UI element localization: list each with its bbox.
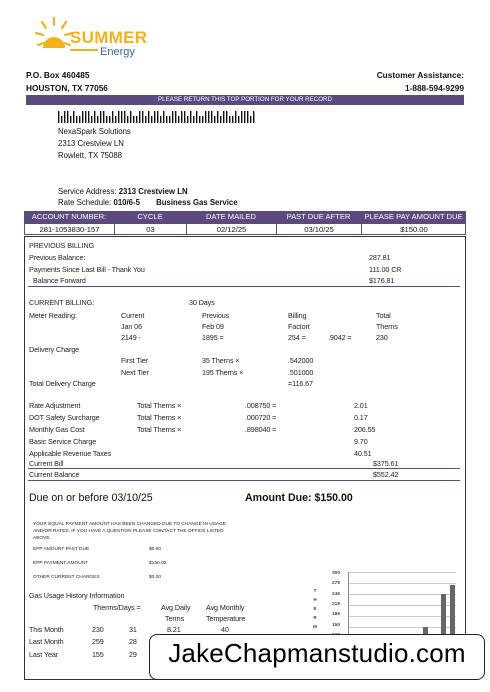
assist-phone: 1-888-594-9299 [404, 83, 464, 93]
this-month-avg: 8.21 [167, 625, 181, 634]
barcode-bar [142, 111, 143, 123]
barcode-bar [241, 111, 242, 123]
pay-amount-header: PLEASE PAY AMOUNT DUE [364, 212, 463, 221]
po-box: P.O. Box 460485 [26, 70, 90, 80]
barcode-bar [112, 111, 113, 123]
past-due-value: 03/10/25 [277, 224, 362, 235]
watermark-text: JakeChapmanstudio.com [168, 638, 466, 668]
customer-street: 2313 Crestview LN [58, 139, 124, 148]
pay-amount-value: $150.00 [400, 225, 428, 234]
barcode-bar [85, 111, 86, 123]
this-month-days: 31 [129, 625, 137, 634]
basic-service-value: 9.70 [354, 437, 368, 446]
barcode-bar [157, 111, 158, 123]
barcode-bar [145, 116, 146, 123]
previous-balance-label: Previous Balance: [29, 253, 86, 262]
barcode-bar [232, 116, 233, 123]
barcode-bar [187, 116, 188, 123]
barcode-bar [109, 116, 110, 123]
postal-barcode [58, 111, 258, 123]
barcode-bar [235, 111, 236, 123]
barcode-bar [202, 116, 203, 123]
first-tier-rate: .542000 [288, 356, 314, 365]
chart-gridline [349, 594, 456, 595]
last-year-label: Last Year [29, 650, 59, 659]
barcode-bar [199, 116, 200, 123]
barcode-bar [211, 111, 212, 123]
amount-due: Amount Due: $150.00 [245, 492, 353, 504]
this-month-therms: 230 [92, 625, 104, 634]
barcode-bar [214, 116, 215, 123]
barcode-bar [223, 111, 224, 123]
chart-gridline [349, 616, 456, 617]
chart-gridline [349, 627, 456, 628]
total-read: 230 [376, 333, 388, 342]
barcode-bar [97, 116, 98, 123]
chart-tick-label: 186 [332, 612, 341, 618]
first-tier-therms: 35 Therns × [202, 356, 240, 365]
cycle-header: CYCLE [137, 212, 163, 221]
barcode-bar [217, 111, 218, 123]
barcode-bar [73, 111, 74, 123]
epp-payment-value: $150.00 [149, 561, 167, 566]
account-number-header: ACCOUNT NUMBER: [31, 212, 107, 221]
current-balance-label: Current Balance [29, 470, 80, 479]
rate-schedule-desc: Business Gas Service [156, 198, 238, 207]
billing-read: 254 = [288, 333, 306, 342]
barcode-bar [172, 111, 173, 123]
barcode-bar [226, 111, 227, 123]
customer-city: Rowlett, TX 75088 [58, 151, 123, 160]
assist-label: Customer Assistance: [376, 70, 464, 80]
usage-col-avg-temp: Avg Monthly [206, 603, 245, 612]
barcode-bar [139, 111, 140, 123]
epp-past-due-value: $0.00 [149, 547, 162, 552]
barcode-bar [76, 116, 77, 123]
usage-col-avg-daily-sub: Terms [165, 614, 185, 623]
barcode-bar [175, 111, 176, 123]
this-month-temp: 40 [221, 625, 229, 634]
delivery-charge-label: Delivery Charge [29, 345, 80, 354]
chart-gridline [349, 572, 456, 573]
chart-ticks [332, 570, 348, 640]
chart-tick-label: 300 [332, 571, 341, 576]
last-month-therms: 259 [92, 637, 104, 646]
billing-days: 30 Days [189, 298, 215, 307]
barcode-bar [133, 116, 134, 123]
barcode-bar [103, 111, 104, 123]
account-table-header [24, 211, 466, 223]
barcode-bar [163, 111, 164, 123]
col-billing: Billing [288, 311, 307, 320]
barcode-bar [196, 111, 197, 123]
barcode-bar [100, 111, 101, 123]
barcode-bar [160, 116, 161, 123]
basic-service-label: Basic Service Charge [29, 437, 97, 446]
barcode-bar [115, 116, 116, 123]
date-mailed-value: 02/12/25 [187, 224, 277, 235]
barcode-bar [91, 116, 92, 123]
billing-sub: Factort [288, 322, 310, 331]
dot-surcharge-rate: .000720 = [245, 413, 277, 422]
barcode-bar [106, 116, 107, 123]
barcode-bar [127, 116, 128, 123]
chart-bar [450, 585, 455, 637]
barcode-bar [193, 116, 194, 123]
last-month-label: Last Month [29, 637, 64, 646]
barcode-bar [166, 116, 167, 123]
chart-tick-label: 219 [332, 602, 341, 607]
cycle-value: 03 [115, 224, 187, 235]
brand-name: SUMMER [70, 28, 148, 47]
barcode-bar [124, 111, 125, 123]
previous-date: Feb 09 [202, 322, 224, 331]
barcode-bar [169, 116, 170, 123]
current-bill-label: Current Bill [29, 459, 64, 468]
monthly-gas-label: Monthly Gas Cost [29, 425, 85, 434]
rate-adjustment-mult: Total Therns × [137, 401, 182, 410]
epp-past-due-label: EPP AMOUNT PAST DUE [33, 547, 90, 552]
barcode-bar [205, 111, 206, 123]
rate-schedule-value: 010/6-5 [113, 198, 140, 207]
current-billing-title: CURRENT BILLING: [29, 298, 94, 307]
next-tier-therms: 195 Therns × [202, 368, 244, 377]
payments-label: Payments Since Last Bill - Thank You [29, 265, 145, 274]
chart-ylabel: THERM [313, 588, 317, 629]
service-address [58, 187, 188, 196]
barcode-bar [244, 111, 245, 123]
service-address-value: 2313 Crestview LN [118, 187, 188, 196]
previous-billing-rule [28, 286, 460, 287]
usage-col-avg-temp-sub: Temperature [206, 614, 246, 623]
barcode-bar [151, 116, 152, 123]
monthly-gas-mult: Total Therns × [137, 425, 182, 434]
total-sub: Therns [376, 322, 398, 331]
chart-plot [348, 572, 456, 638]
rate-schedule-label: Rate Schedule: [58, 198, 112, 207]
total-delivery-value: =116.67 [288, 379, 313, 388]
usage-col-therms: Therms/Days = [93, 603, 141, 612]
dot-surcharge-mult: Total Therns × [137, 413, 182, 422]
total-delivery-label: Total Delivery Charge [29, 379, 96, 388]
usage-col-avg-daily: Avg Daily [161, 603, 191, 612]
other-charges-label: OTHER CURRENT CHARGES [33, 575, 100, 580]
revenue-taxes-label: Applicable Revenue Taxes [29, 449, 112, 458]
revenue-taxes-value: 40.51 [354, 449, 372, 458]
last-year-therms: 155 [92, 650, 104, 659]
barcode-bar [229, 116, 230, 123]
previous-read: 1895 = [202, 333, 224, 342]
barcode-bar [184, 111, 185, 123]
brand-subname: Energy [100, 46, 135, 58]
account-table-values [24, 223, 466, 235]
rate-adjustment-label: Rate Adjustment [29, 401, 81, 410]
service-address-label: Service Address: [58, 187, 117, 196]
barcode-bar [181, 111, 182, 123]
previous-balance-value: 287.81 [369, 253, 391, 262]
balance-forward-label: Balance Forward [33, 276, 86, 285]
dot-surcharge-value: 0.17 [354, 413, 368, 422]
current-balance-rule [28, 480, 460, 481]
chart-gridline [349, 605, 456, 606]
notice-line-1: YOUR EQUAL PAYMENT AMOUNT HAS BEEN CHANGED DUE TO CHANGE IN USAGE [33, 522, 227, 527]
meter-reading-label: Meter Reading: [29, 311, 77, 320]
monthly-gas-rate: .898040 = [245, 425, 277, 434]
barcode-bar [247, 111, 248, 123]
barcode-bar [118, 111, 119, 123]
monthly-gas-value: 206.55 [354, 425, 376, 434]
dot-surcharge-label: DOT Safety Surcharge [29, 413, 100, 422]
sun-icon [34, 16, 74, 56]
next-tier-name: Next Tier [121, 368, 149, 377]
barcode-bar [94, 111, 95, 123]
barcode-bar [220, 116, 221, 123]
return-banner [26, 95, 464, 105]
barcode-bar [208, 111, 209, 123]
current-bill-value: $375.61 [373, 459, 399, 468]
payments-value: 111.00 CR [369, 265, 402, 274]
barcode-bar [67, 111, 68, 123]
barcode-bar [82, 111, 83, 123]
this-month-label: This Month [29, 625, 64, 634]
last-month-days: 28 [129, 637, 137, 646]
rate-adjustment-rate: .008750 = [245, 401, 277, 410]
last-year-days: 29 [129, 650, 137, 659]
notice-line-3: ABOVE. [33, 536, 51, 541]
barcode-bar [190, 111, 191, 123]
account-number-value: 281-1053830-157 [25, 224, 115, 235]
other-charges-value: $0.00 [149, 575, 162, 580]
usage-history-title: Gas Usage History Information [29, 591, 125, 600]
current-balance-value: $552.42 [373, 470, 399, 479]
chart-gridline [349, 583, 456, 584]
first-tier-name: First Tier [121, 356, 148, 365]
barcode-bar [136, 116, 137, 123]
barcode-bar [238, 116, 239, 123]
return-banner-text: PLEASE RETURN THIS TOP PORTION FOR YOUR RECORD [158, 96, 332, 103]
barcode-bar [79, 116, 80, 123]
rate-adjustment-value: 2.01 [354, 401, 368, 410]
epp-payment-label: EPP PAYMENT AMOUNT [33, 561, 89, 566]
barcode-bar [253, 111, 254, 123]
chart-tick-label: 246 [332, 591, 341, 597]
chart-bar [441, 594, 446, 637]
balance-forward-value: $176.81 [369, 276, 395, 285]
col-previous: Previous [202, 311, 230, 320]
current-date: Jan 06 [121, 322, 142, 331]
chart-tick-label: 279 [332, 581, 341, 587]
header-city: HOUSTON, TX 77056 [26, 83, 108, 93]
barcode-bar [178, 116, 179, 123]
chart-tick-label: 150 [332, 622, 341, 628]
current-read: 2149 - [121, 333, 141, 342]
barcode-bar [130, 111, 131, 123]
date-mailed-header: DATE MAILED [205, 212, 257, 221]
col-current: Current [121, 311, 145, 320]
due-date: Due on or before 03/10/25 [29, 492, 153, 504]
brand-logo [34, 14, 148, 60]
barcode-bar [64, 111, 65, 123]
col-total: Total [376, 311, 391, 320]
barcode-bar [250, 116, 251, 123]
factor-value: .9042 = [328, 333, 352, 342]
barcode-bar [148, 111, 149, 123]
next-tier-rate: .501000 [288, 368, 314, 377]
previous-billing-title: PREVIOUS BILLING [29, 241, 95, 250]
barcode-bar [58, 111, 59, 123]
customer-name: NexaSpark Solutions [58, 127, 131, 136]
past-due-header: PAST DUE AFTER [286, 212, 351, 221]
barcode-bar [88, 111, 89, 123]
barcode-bar [121, 111, 122, 123]
barcode-bar [154, 111, 155, 123]
barcode-bar [61, 116, 62, 123]
brand-underline [70, 49, 98, 51]
rate-schedule [58, 198, 238, 207]
current-bill-rule [28, 468, 460, 469]
barcode-bar [70, 116, 71, 123]
notice-line-2: AND/OR RATES. IF YOU HAVE A QUESTION PLEASE CONTACT THE OFFICE LISTED [33, 529, 224, 534]
